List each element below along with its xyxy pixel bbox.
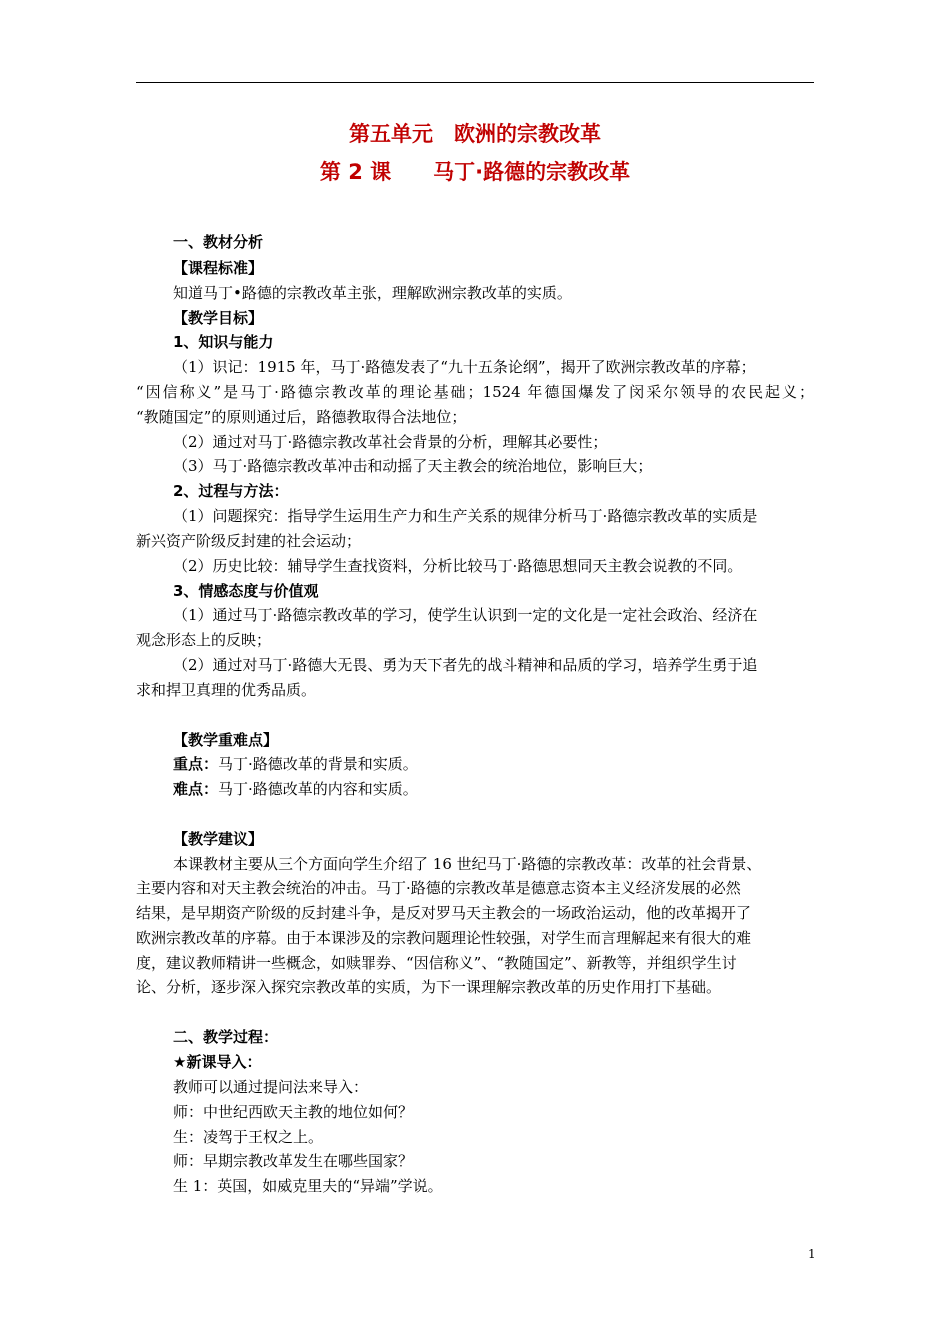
suggestion-line: 论、分析，逐步深入探究宗教改革的实质，为下一课理解宗教改革的历史作用打下基础。	[136, 978, 722, 996]
process-heading: 2、过程与方法：	[173, 482, 289, 500]
unit-title: 第五单元 欧洲的宗教改革	[349, 122, 601, 146]
process-item: 新兴资产阶级反封建的社会运动；	[136, 532, 362, 550]
difficulty-text: 马丁·路德改革的内容和实质。	[218, 780, 418, 798]
suggestion-line: 本课教材主要从三个方面向学生介绍了 16 世纪马丁·路德的宗教改革：改革的社会背景、	[173, 855, 762, 873]
key-points-heading: 【教学重难点】	[173, 731, 279, 749]
suggestion-line: 结果，是早期资产阶级的反封建斗争，是反对罗马天主教会的一场政治运动，他的改革揭开了	[136, 904, 752, 922]
knowledge-item: （1）识记：1915 年，马丁·路德发表了“九十五条论纲”，揭开了欧洲宗教改革的序幕；	[173, 358, 756, 376]
knowledge-item: （2）通过对马丁·路德宗教改革社会背景的分析，理解其必要性；	[173, 433, 608, 451]
lesson-title: 第 2 课 马丁·路德的宗教改革	[319, 160, 631, 184]
knowledge-item: “教随国定”的原则通过后，路德教取得合法地位；	[136, 408, 467, 426]
difficulty-line	[173, 778, 418, 800]
key-point-text: 马丁·路德改革的背景和实质。	[218, 755, 418, 773]
page-number: 1	[808, 1247, 816, 1261]
dialogue-line: 教师可以通过提问法来导入：	[173, 1078, 369, 1096]
attitude-item: （1）通过马丁·路德宗教改革的学习，使学生认识到一定的文化是一定社会政治、经济在	[173, 606, 758, 624]
attitude-item: 观念形态上的反映；	[136, 631, 272, 649]
knowledge-heading: 1、知识与能力	[173, 333, 274, 351]
attitude-heading: 3、情感态度与价值观	[173, 582, 319, 600]
teaching-goals-heading: 【教学目标】	[173, 309, 264, 327]
suggestion-line: 主要内容和对天主教会统治的冲击。马丁·路德的宗教改革是德意志资本主义经济发展的必然	[136, 879, 741, 897]
dialogue-line: 师：早期宗教改革发生在哪些国家？	[173, 1152, 414, 1170]
knowledge-item: “因信称义”是马丁·路德宗教改革的理论基础；1524 年德国爆发了闵采尔领导的农民起义；	[136, 383, 814, 401]
process-item: （2）历史比较：辅导学生查找资料，分析比较马丁·路德思想同天主教会说教的不同。	[173, 557, 743, 575]
attitude-item: （2）通过对马丁·路德大无畏、勇为天下者先的战斗精神和品质的学习，培养学生勇于追	[173, 656, 758, 674]
suggestion-line: 欧洲宗教改革的序幕。由于本课涉及的宗教问题理论性较强，对学生而言理解起来有很大的难	[136, 929, 752, 947]
intro-heading: ★新课导入：	[173, 1053, 262, 1071]
section-heading: 二、教学过程：	[173, 1028, 279, 1046]
curriculum-standard-heading: 【课程标准】	[173, 259, 264, 277]
dialogue-line: 师：中世纪西欧天主教的地位如何？	[173, 1103, 414, 1121]
key-point-line	[173, 753, 418, 775]
header-rule	[136, 82, 814, 83]
attitude-item: 求和捍卫真理的优秀品质。	[136, 681, 317, 699]
section-heading: 一、教材分析	[173, 233, 264, 251]
process-item: （1）问题探究：指导学生运用生产力和生产关系的规律分析马丁·路德宗教改革的实质是	[173, 507, 758, 525]
difficulty-label: 难点：	[173, 780, 219, 798]
dialogue-line: 生：凌驾于王权之上。	[173, 1128, 324, 1146]
curriculum-standard-text: 知道马丁•路德的宗教改革主张，理解欧洲宗教改革的实质。	[173, 284, 572, 302]
suggestions-heading: 【教学建议】	[173, 830, 264, 848]
suggestion-line: 度，建议教师精讲一些概念，如赎罪券、“因信称义”、“教随国定”、新教等，并组织学生讨	[136, 954, 737, 972]
dialogue-line: 生 1：英国，如威克里夫的“异端”学说。	[173, 1177, 443, 1195]
knowledge-item: （3）马丁·路德宗教改革冲击和动摇了天主教会的统治地位，影响巨大；	[173, 457, 653, 475]
key-point-label: 重点：	[173, 755, 219, 773]
